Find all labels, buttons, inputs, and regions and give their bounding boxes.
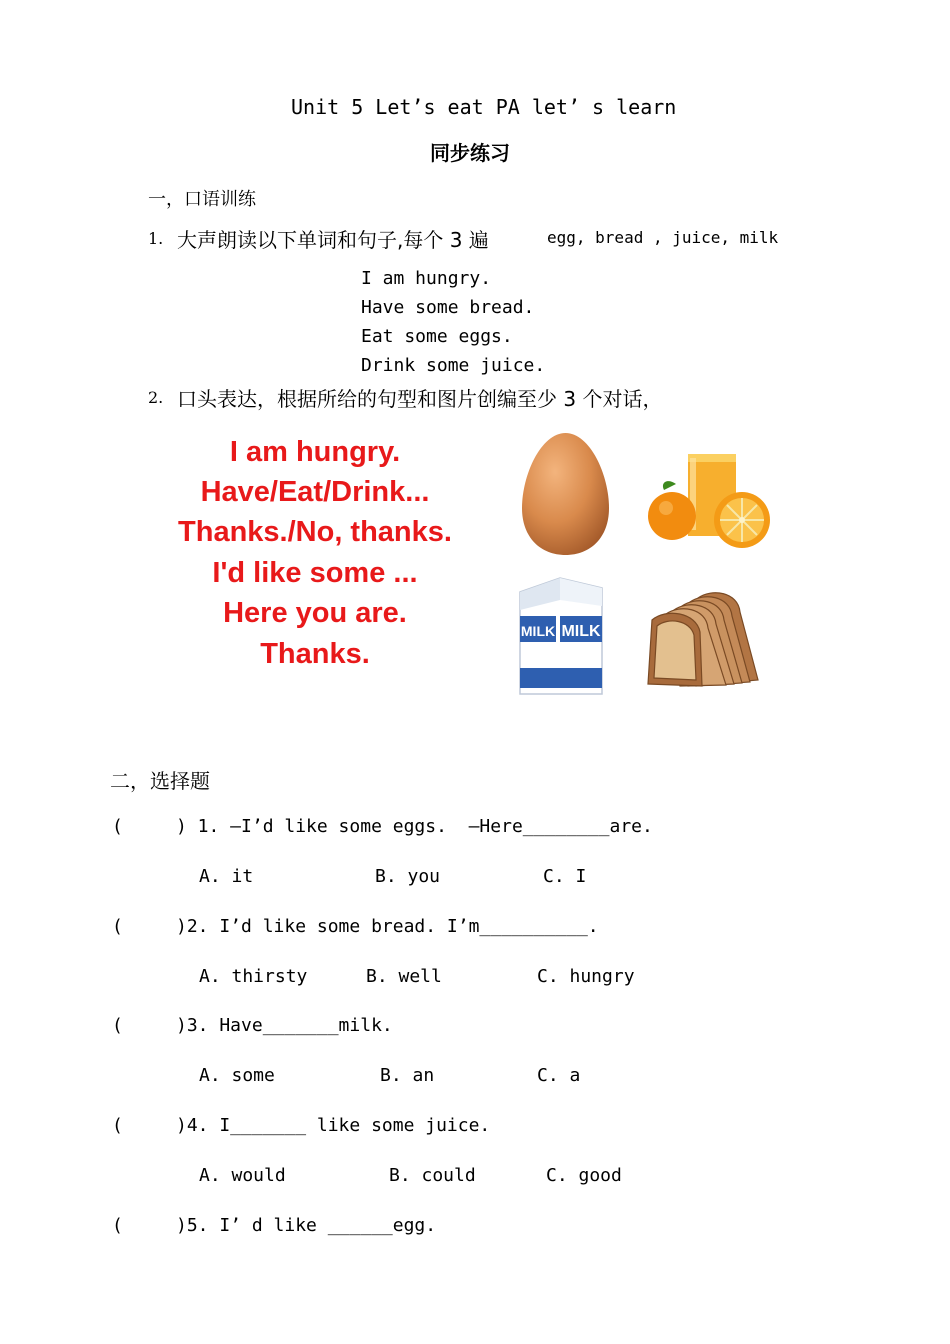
prompt-line-1: I am hungry. (229, 436, 401, 468)
mc-question-2: )2. I’d like some bread. I’m__________. (176, 916, 599, 937)
prompt-line-5: Here you are. (223, 597, 407, 629)
q2-option-a[interactable]: A. thirsty (199, 966, 308, 987)
milk-carton-image (512, 570, 608, 698)
q3-option-a[interactable]: A. some (199, 1065, 275, 1086)
prompt-line-4: I'd like some ... (212, 557, 418, 589)
q2-answer-paren[interactable]: ( (112, 916, 123, 937)
prompt-line-3: Thanks./No, thanks. (178, 516, 452, 548)
sentence-4: Drink some juice. (361, 355, 546, 376)
sentence-2: Have some bread. (361, 297, 535, 318)
q1-answer-paren[interactable]: ( (112, 816, 123, 837)
mc-question-5: )5. I’ d like ______egg. (176, 1215, 437, 1236)
q2-option-c[interactable]: C. hungry (537, 966, 635, 987)
mc-question-1: ) 1. —I’d like some eggs. —Here________are. (176, 816, 653, 837)
q3-option-c[interactable]: C. a (537, 1065, 581, 1086)
mc-question-3: )3. Have_______milk. (176, 1015, 393, 1036)
sentence-3: Eat some eggs. (361, 326, 513, 347)
egg-image (518, 430, 613, 558)
sentence-1: I am hungry. (361, 268, 492, 289)
mc-question-4: )4. I_______ like some juice. (176, 1115, 491, 1136)
prompt-line-6: Thanks. (260, 638, 370, 670)
section1-heading: 一，口语训练 (148, 189, 256, 210)
q2-number: 2. (148, 388, 164, 407)
q4-option-c[interactable]: C. good (546, 1165, 622, 1186)
q1-words: egg, bread , juice, milk (547, 228, 779, 247)
q2-instruction: 口头表达，根据所给的句型和图片创编至少 3 个对话， (177, 387, 663, 411)
q3-option-b[interactable]: B. an (380, 1065, 435, 1086)
q1-option-c[interactable]: C. I (543, 866, 587, 887)
milk-label-2: MILK (561, 623, 601, 640)
q1-option-a[interactable]: A. it (199, 866, 254, 887)
page-subtitle: 同步练习 (430, 141, 510, 165)
orange-juice-image (646, 448, 776, 553)
q4-option-b[interactable]: B. could (389, 1165, 476, 1186)
q5-answer-paren[interactable]: ( (112, 1215, 123, 1236)
q1-number: 1. (148, 229, 164, 248)
bread-image (646, 590, 766, 688)
prompt-line-2: Have/Eat/Drink... (200, 476, 430, 508)
page-title: Unit 5 Let’s eat PA let’ s learn (291, 95, 677, 119)
q4-answer-paren[interactable]: ( (112, 1115, 123, 1136)
q2-option-b[interactable]: B. well (366, 966, 442, 987)
section2-heading: 二，选择题 (110, 769, 210, 793)
milk-label-1: MILK (520, 623, 556, 639)
q3-answer-paren[interactable]: ( (112, 1015, 123, 1036)
q1-instruction: 大声朗读以下单词和句子,每个 3 遍 (177, 228, 489, 252)
q4-option-a[interactable]: A. would (199, 1165, 286, 1186)
q1-option-b[interactable]: B. you (375, 866, 441, 887)
